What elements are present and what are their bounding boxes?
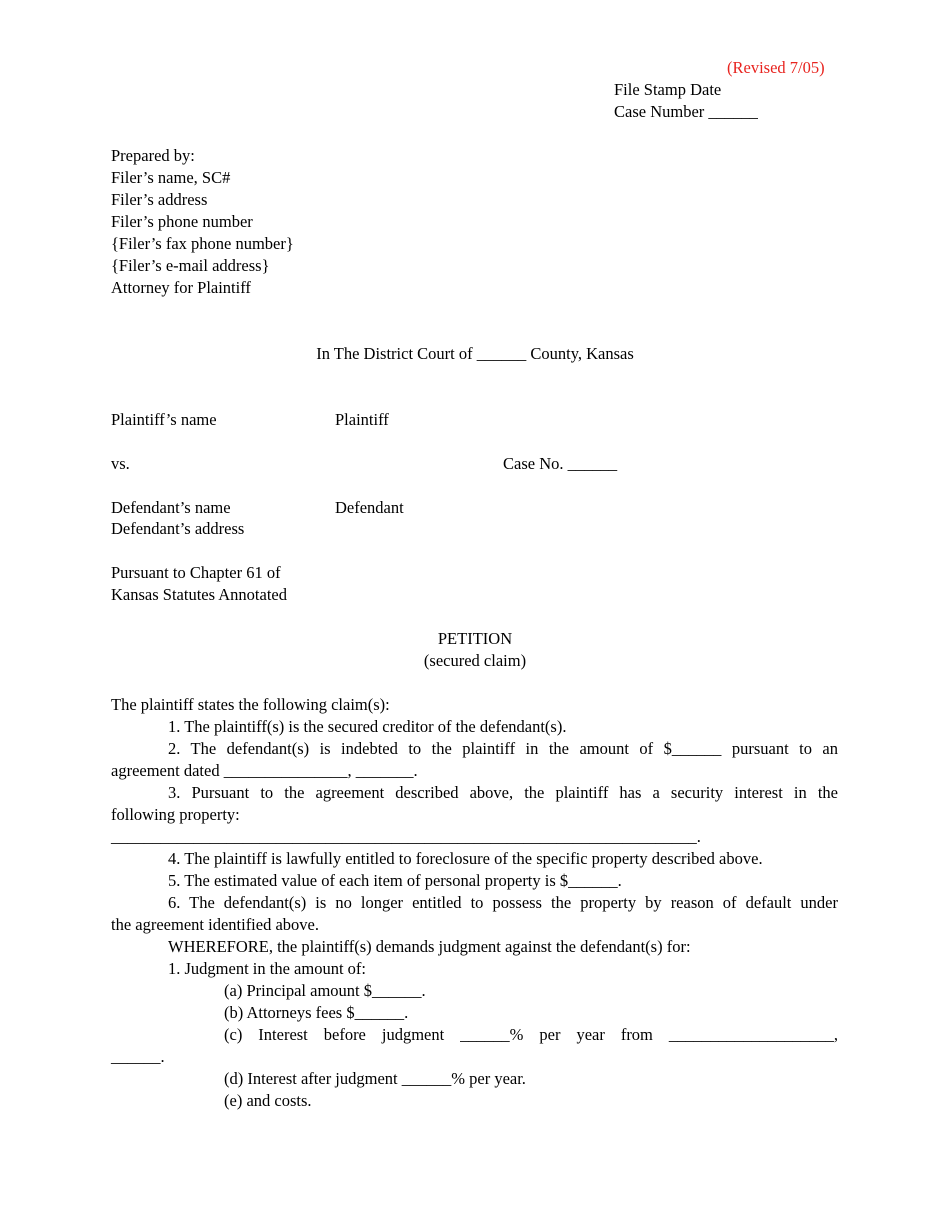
judgment-a: (a) Principal amount $______. (224, 981, 426, 1000)
revised-note: (Revised 7/05) (727, 58, 825, 77)
filer-name: Filer’s name, SC# (111, 168, 231, 187)
claim-6-line-2: the agreement identified above. (111, 915, 319, 934)
claim-2-line-2: agreement dated _______________, _______. (111, 761, 418, 780)
statute-line-1: Pursuant to Chapter 61 of (111, 563, 281, 582)
petition-subtitle: (secured claim) (423, 651, 527, 670)
judgment-c-line-1: (c) Interest before judgment ______% per year from ____________________, (224, 1025, 838, 1044)
judgment-d: (d) Interest after judgment ______% per year. (224, 1069, 526, 1088)
file-stamp-date: File Stamp Date (614, 80, 722, 99)
claim-3-property-line: _______________________________________________________________________. (111, 827, 701, 846)
defendant-address: Defendant’s address (111, 519, 245, 538)
claim-3-line-1: 3. Pursuant to the agreement described above, the plaintiff has a security interest in the (168, 783, 838, 802)
filer-fax: {Filer’s fax phone number} (111, 234, 294, 253)
petition-title: PETITION (437, 629, 513, 648)
judgment-e: (e) and costs. (224, 1091, 312, 1110)
versus: vs. (111, 454, 130, 473)
filer-email: {Filer’s e-mail address} (111, 256, 270, 275)
judgment-b: (b) Attorneys fees $______. (224, 1003, 409, 1022)
claim-2-line-1: 2. The defendant(s) is indebted to the plaintiff in the amount of $______ pursuant to an (168, 739, 838, 758)
attorney-for: Attorney for Plaintiff (111, 278, 251, 297)
prepared-by-block (111, 145, 294, 299)
wherefore-clause: WHEREFORE, the plaintiff(s) demands judgment against the defendant(s) for: (168, 937, 691, 956)
claim-3-line-2: following property: (111, 805, 240, 824)
statute-line-2: Kansas Statutes Annotated (111, 585, 287, 604)
claim-1: 1. The plaintiff(s) is the secured creditor of the defendant(s). (168, 717, 567, 736)
defendant-role: Defendant (335, 498, 404, 517)
plaintiff-name: Plaintiff’s name (111, 410, 217, 429)
court-heading: In The District Court of ______ County, Kansas (316, 344, 634, 363)
case-number-header: Case Number ______ (614, 102, 758, 121)
filer-phone: Filer’s phone number (111, 212, 253, 231)
judgment-c-line-2: ______. (111, 1047, 165, 1066)
claim-5: 5. The estimated value of each item of personal property is $______. (168, 871, 622, 890)
claim-4: 4. The plaintiff is lawfully entitled to foreclosure of the specific property described above. (168, 849, 763, 868)
filer-address: Filer’s address (111, 190, 208, 209)
defendant-name: Defendant’s name (111, 498, 231, 517)
claim-6-line-1: 6. The defendant(s) is no longer entitled to possess the property by reason of default under (168, 893, 838, 912)
case-no: Case No. ______ (503, 454, 618, 473)
judgment-1: 1. Judgment in the amount of: (168, 959, 366, 978)
claims-intro: The plaintiff states the following claim(s): (111, 695, 390, 714)
plaintiff-role: Plaintiff (335, 410, 389, 429)
prepared-by-label: Prepared by: (111, 146, 195, 165)
